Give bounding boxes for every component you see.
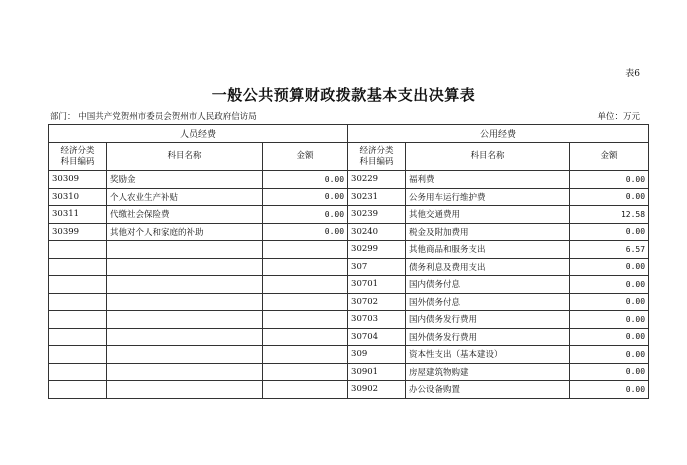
personnel-name-cell: 代缴社会保险费 bbox=[107, 206, 263, 224]
table-row bbox=[49, 328, 649, 346]
personnel-amount-cell bbox=[263, 258, 348, 276]
personnel-name-header: 科目名称 bbox=[107, 143, 263, 171]
personnel-amount-cell bbox=[263, 381, 348, 399]
public-name-cell: 福利费 bbox=[406, 171, 570, 189]
public-code-cell: 30701 bbox=[348, 276, 406, 294]
personnel-amount-cell: 0.00 bbox=[263, 171, 348, 189]
public-code-cell: 30299 bbox=[348, 241, 406, 259]
public-code-cell: 30901 bbox=[348, 363, 406, 381]
personnel-code-cell bbox=[49, 328, 107, 346]
personnel-name-cell bbox=[107, 328, 263, 346]
public-name-cell: 资本性支出（基本建设） bbox=[406, 346, 570, 364]
personnel-name-cell bbox=[107, 276, 263, 294]
personnel-name-cell bbox=[107, 311, 263, 329]
personnel-code-cell bbox=[49, 381, 107, 399]
public-amount-cell: 0.00 bbox=[570, 328, 649, 346]
public-amount-cell: 0.00 bbox=[570, 381, 649, 399]
public-code-cell: 30240 bbox=[348, 223, 406, 241]
public-name-cell: 公务用车运行维护费 bbox=[406, 188, 570, 206]
public-name-cell: 其他商品和服务支出 bbox=[406, 241, 570, 259]
public-name-cell: 债务利息及费用支出 bbox=[406, 258, 570, 276]
public-code-cell: 30702 bbox=[348, 293, 406, 311]
personnel-code-cell bbox=[49, 241, 107, 259]
personnel-name-cell: 个人农业生产补贴 bbox=[107, 188, 263, 206]
public-amount-cell: 0.00 bbox=[570, 293, 649, 311]
personnel-code-cell: 30309 bbox=[49, 171, 107, 189]
personnel-code-cell bbox=[49, 293, 107, 311]
public-code-cell: 30902 bbox=[348, 381, 406, 399]
public-name-cell: 国内债务发行费用 bbox=[406, 311, 570, 329]
public-amount-cell: 0.00 bbox=[570, 276, 649, 294]
personnel-code-cell: 30311 bbox=[49, 206, 107, 224]
personnel-amount-cell bbox=[263, 346, 348, 364]
expenditure-table bbox=[48, 124, 649, 399]
personnel-amount-cell bbox=[263, 363, 348, 381]
public-code-cell: 30704 bbox=[348, 328, 406, 346]
public-code-cell: 309 bbox=[348, 346, 406, 364]
public-name-cell: 其他交通费用 bbox=[406, 206, 570, 224]
personnel-amount-header: 金额 bbox=[263, 143, 348, 171]
personnel-name-cell: 其他对个人和家庭的补助 bbox=[107, 223, 263, 241]
table-row bbox=[49, 363, 649, 381]
public-amount-cell: 0.00 bbox=[570, 188, 649, 206]
unit-label: 单位：万元 bbox=[597, 112, 640, 122]
personnel-code-cell: 30310 bbox=[49, 188, 107, 206]
table-row bbox=[49, 293, 649, 311]
personnel-amount-cell bbox=[263, 328, 348, 346]
public-amount-cell: 0.00 bbox=[570, 258, 649, 276]
personnel-name-cell bbox=[107, 346, 263, 364]
public-amount-cell: 0.00 bbox=[570, 346, 649, 364]
table-row bbox=[49, 171, 649, 189]
personnel-name-cell bbox=[107, 293, 263, 311]
table-row bbox=[49, 223, 649, 241]
personnel-code-cell bbox=[49, 363, 107, 381]
public-code-header: 经济分类 科目编码 bbox=[348, 143, 406, 171]
report-title: 一般公共预算财政拨款基本支出决算表 bbox=[211, 86, 476, 104]
table-row bbox=[49, 381, 649, 399]
personnel-name-cell bbox=[107, 258, 263, 276]
personnel-amount-cell bbox=[263, 293, 348, 311]
personnel-code-cell bbox=[49, 276, 107, 294]
personnel-name-cell: 奖励金 bbox=[107, 171, 263, 189]
public-group-header: 公用经费 bbox=[348, 125, 649, 143]
personnel-amount-cell bbox=[263, 241, 348, 259]
personnel-group-header: 人员经费 bbox=[49, 125, 348, 143]
public-amount-cell: 6.57 bbox=[570, 241, 649, 259]
personnel-name-cell bbox=[107, 363, 263, 381]
table-row bbox=[49, 311, 649, 329]
personnel-code-cell: 30399 bbox=[49, 223, 107, 241]
public-code-cell: 307 bbox=[348, 258, 406, 276]
table-number: 表6 bbox=[625, 69, 640, 79]
personnel-name-cell bbox=[107, 381, 263, 399]
table-row bbox=[49, 206, 649, 224]
public-name-cell: 税金及附加费用 bbox=[406, 223, 570, 241]
public-code-cell: 30703 bbox=[348, 311, 406, 329]
personnel-code-cell bbox=[49, 346, 107, 364]
public-amount-cell: 0.00 bbox=[570, 363, 649, 381]
personnel-amount-cell: 0.00 bbox=[263, 188, 348, 206]
public-code-cell: 30239 bbox=[348, 206, 406, 224]
table-row bbox=[49, 346, 649, 364]
public-amount-cell: 0.00 bbox=[570, 223, 649, 241]
public-amount-cell: 0.00 bbox=[570, 171, 649, 189]
department-label: 部门： 中国共产党贺州市委员会贺州市人民政府信访局 bbox=[50, 112, 257, 122]
personnel-name-cell bbox=[107, 241, 263, 259]
public-amount-header: 金额 bbox=[570, 143, 649, 171]
public-name-cell: 房屋建筑物购建 bbox=[406, 363, 570, 381]
public-code-cell: 30231 bbox=[348, 188, 406, 206]
personnel-code-cell bbox=[49, 311, 107, 329]
group-header-row bbox=[49, 125, 649, 143]
table-row bbox=[49, 258, 649, 276]
personnel-amount-cell: 0.00 bbox=[263, 206, 348, 224]
table-row bbox=[49, 241, 649, 259]
public-name-cell: 国外债务付息 bbox=[406, 293, 570, 311]
table-row bbox=[49, 276, 649, 294]
public-name-header: 科目名称 bbox=[406, 143, 570, 171]
personnel-amount-cell bbox=[263, 311, 348, 329]
public-amount-cell: 12.58 bbox=[570, 206, 649, 224]
public-amount-cell: 0.00 bbox=[570, 311, 649, 329]
column-header-row bbox=[49, 143, 649, 171]
public-name-cell: 国内债务付息 bbox=[406, 276, 570, 294]
personnel-code-cell bbox=[49, 258, 107, 276]
personnel-amount-cell bbox=[263, 276, 348, 294]
personnel-code-header: 经济分类 科目编码 bbox=[49, 143, 107, 171]
public-code-cell: 30229 bbox=[348, 171, 406, 189]
public-name-cell: 办公设备购置 bbox=[406, 381, 570, 399]
table-row bbox=[49, 188, 649, 206]
public-name-cell: 国外债务发行费用 bbox=[406, 328, 570, 346]
personnel-amount-cell: 0.00 bbox=[263, 223, 348, 241]
